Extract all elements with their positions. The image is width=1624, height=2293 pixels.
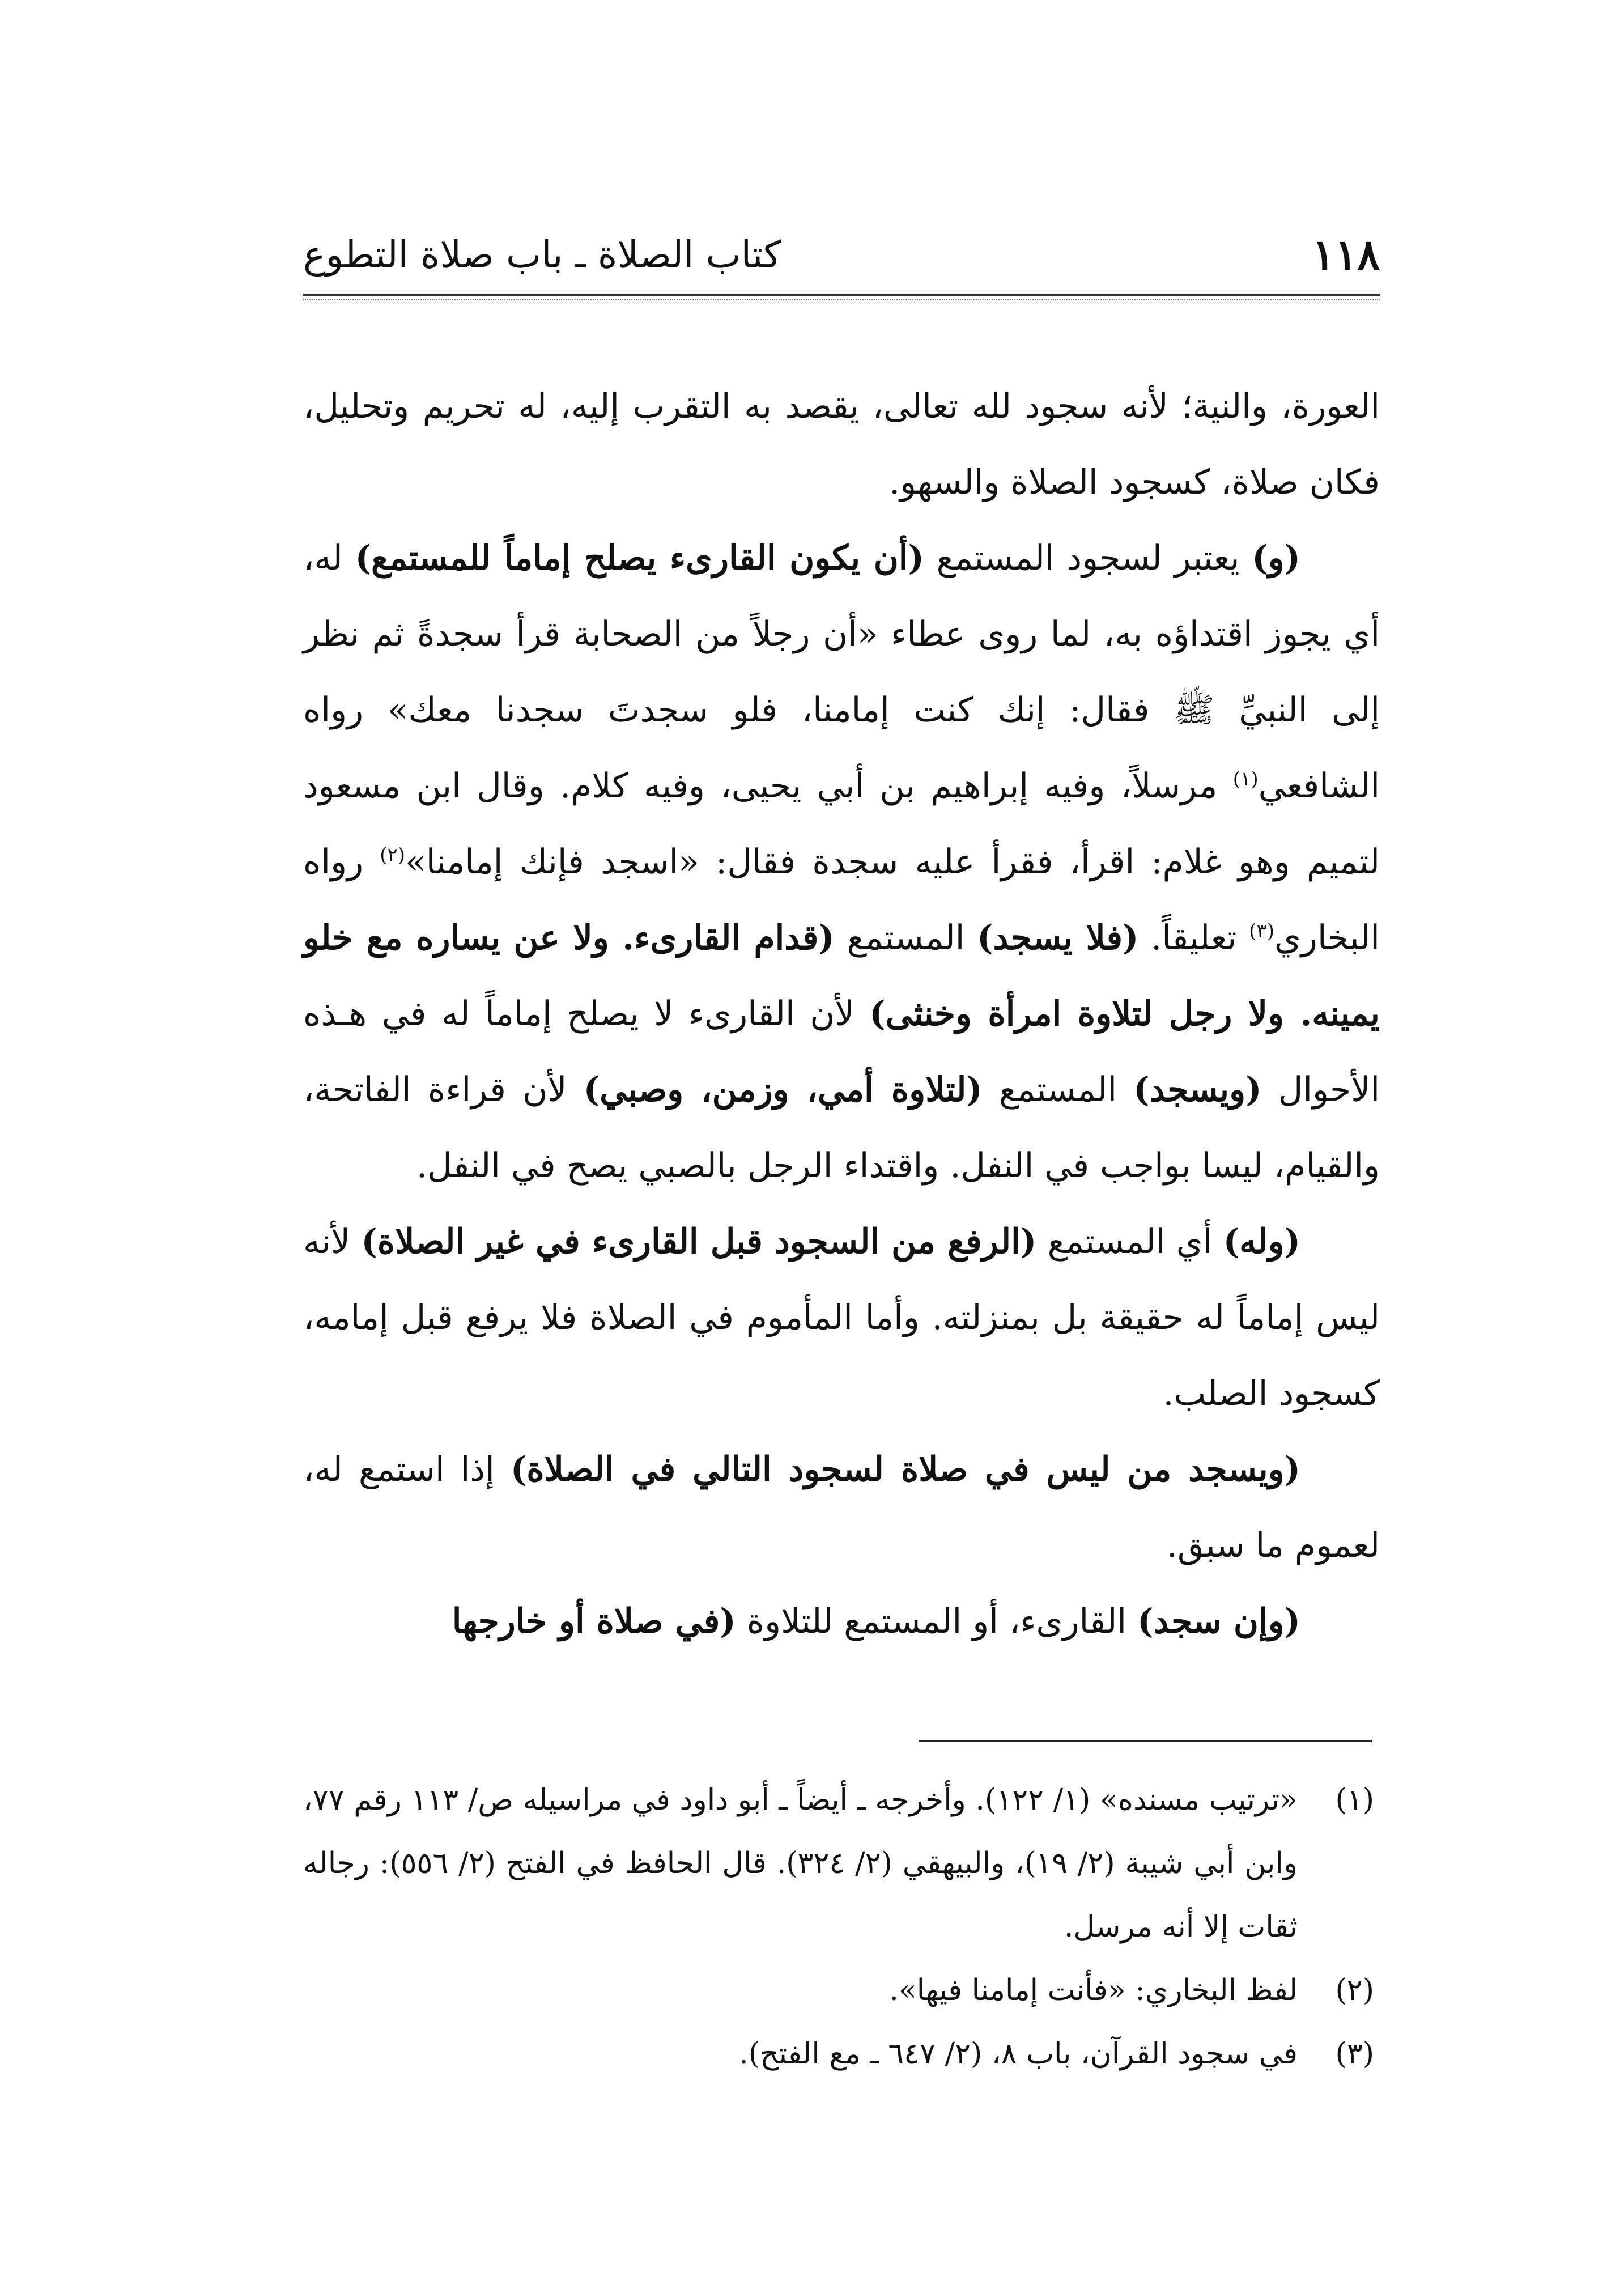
footnote-number: (٣)	[1335, 2037, 1374, 2071]
matn-text: (ويسجد)	[1133, 1070, 1262, 1110]
matn-text: (فلا يسجد)	[977, 918, 1139, 958]
text-run: يعتبر لسجود المستمع	[924, 538, 1252, 578]
footnote-3	[303, 2022, 1380, 2086]
text-run: أي المستمع	[1036, 1222, 1223, 1262]
footnote-text: لفظ البخاري: «فأنت إمامنا فيها».	[889, 1973, 1298, 2007]
text-run: لأنه ليس إماماً له حقيقة بل بمنزلته. وأما المأموم في الصلاة فلا يرفع قبل إمامه، كسجود الصلب.	[303, 1222, 1380, 1413]
footnote-number: (٢)	[1335, 1973, 1374, 2007]
paragraph-2	[303, 520, 1380, 1204]
footnote-ref-1[interactable]: (١)	[1232, 768, 1259, 791]
footnote-number: (١)	[1335, 1783, 1374, 1817]
text-run: رواه البخاري	[303, 842, 1380, 958]
paragraph-1	[303, 368, 1380, 520]
matn-text: (أن يكون القارىء يصلح إماماً للمستمع)	[355, 538, 924, 578]
paragraph-4	[303, 1432, 1380, 1583]
footnote-2	[303, 1959, 1380, 2022]
matn-text: (الرفع من السجود قبل القارىء في غير الصلاة)	[361, 1222, 1037, 1262]
footnote-ref-2[interactable]: (٢)	[380, 844, 406, 867]
matn-text: (في صلاة أو خارجها	[452, 1602, 736, 1641]
footnote-1	[303, 1768, 1380, 1959]
page-number: ١١٨	[1312, 231, 1380, 279]
matn-text: (قدام القارىء. ولا عن يساره مع خلو يمينه. ولا رجل لتلاوة امرأة وخنثى)	[303, 918, 1380, 1034]
page-header	[303, 224, 1380, 286]
text-run: القارىء، أو المستمع للتلاوة	[736, 1602, 1138, 1641]
main-text	[303, 368, 1380, 1659]
text-run: تعليقاً.	[1138, 918, 1249, 958]
text-run: المستمع	[982, 1070, 1134, 1110]
text-run: لأن قراءة الفاتحة، والقيام، ليسا بواجب في النفل. واقتداء الرجل بالصبي يصح في النفل.	[303, 1070, 1380, 1186]
running-title: كتاب الصلاة ـ باب صلاة التطوع	[303, 233, 782, 277]
footnote-separator	[919, 1740, 1372, 1742]
text-run: إذا استمع له، لعموم ما سبق.	[303, 1450, 1380, 1565]
matn-text: (وإن سجد)	[1137, 1602, 1300, 1641]
matn-text: (و)	[1252, 538, 1300, 578]
text-run: لأن القارىء لا يصلح إماماً له في هـذه الأحوال	[303, 994, 1380, 1110]
matn-text: (لتلاوة أمي، وزمن، وصبي)	[583, 1070, 983, 1110]
text-run: العورة، والنية؛ لأنه سجود لله تعالى، يقصد به التقرب إليه، له تحريم وتحليل، فكان صلاة، كسجود الصلاة والسهو.	[303, 387, 1380, 502]
text-run: المستمع	[834, 918, 977, 958]
text-run: له، أي يجوز اقتداؤه به، لما روى عطاء «أن رجلاً من الصحابة قرأ سجدةً ثم نظر إلى النبيِّ ﷺ فقال: إنك كنت إمامنا، فلو سجدتَ سجدنا معك» رواه الشافعي	[303, 538, 1380, 806]
matn-text: (وله)	[1223, 1222, 1300, 1262]
text-run: مرسلاً، وفيه إبراهيم بن أبي يحيى، وفيه كلام. وقال ابن مسعود لتميم وهو غلام: اقرأ، فقرأ عليه سجدة فقال: «اسجد فإنك إمامنا»	[303, 766, 1380, 882]
footnotes	[303, 1768, 1380, 2086]
footnote-text: في سجود القرآن، باب ٨، (٢/ ٦٤٧ ـ مع الفتح).	[739, 2037, 1298, 2071]
paragraph-3	[303, 1204, 1380, 1432]
header-rule	[303, 294, 1380, 300]
matn-text: (ويسجد من ليس في صلاة لسجود التالي في الصلاة)	[510, 1450, 1301, 1489]
footnote-text: «ترتيب مسنده» (١/ ١٢٢). وأخرجه ـ أيضاً ـ أبو داود في مراسيله ص/ ١١٣ رقم ٧٧، وابن أبي شيبة (٢/ ١٩)، والبيهقي (٢/ ٣٢٤). قال الحافظ في الفتح (٢/ ٥٥٦): رجاله ثقات إلا أنه مرسل.	[303, 1783, 1298, 1944]
paragraph-5	[303, 1583, 1380, 1659]
footnote-ref-3[interactable]: (٣)	[1249, 920, 1274, 942]
